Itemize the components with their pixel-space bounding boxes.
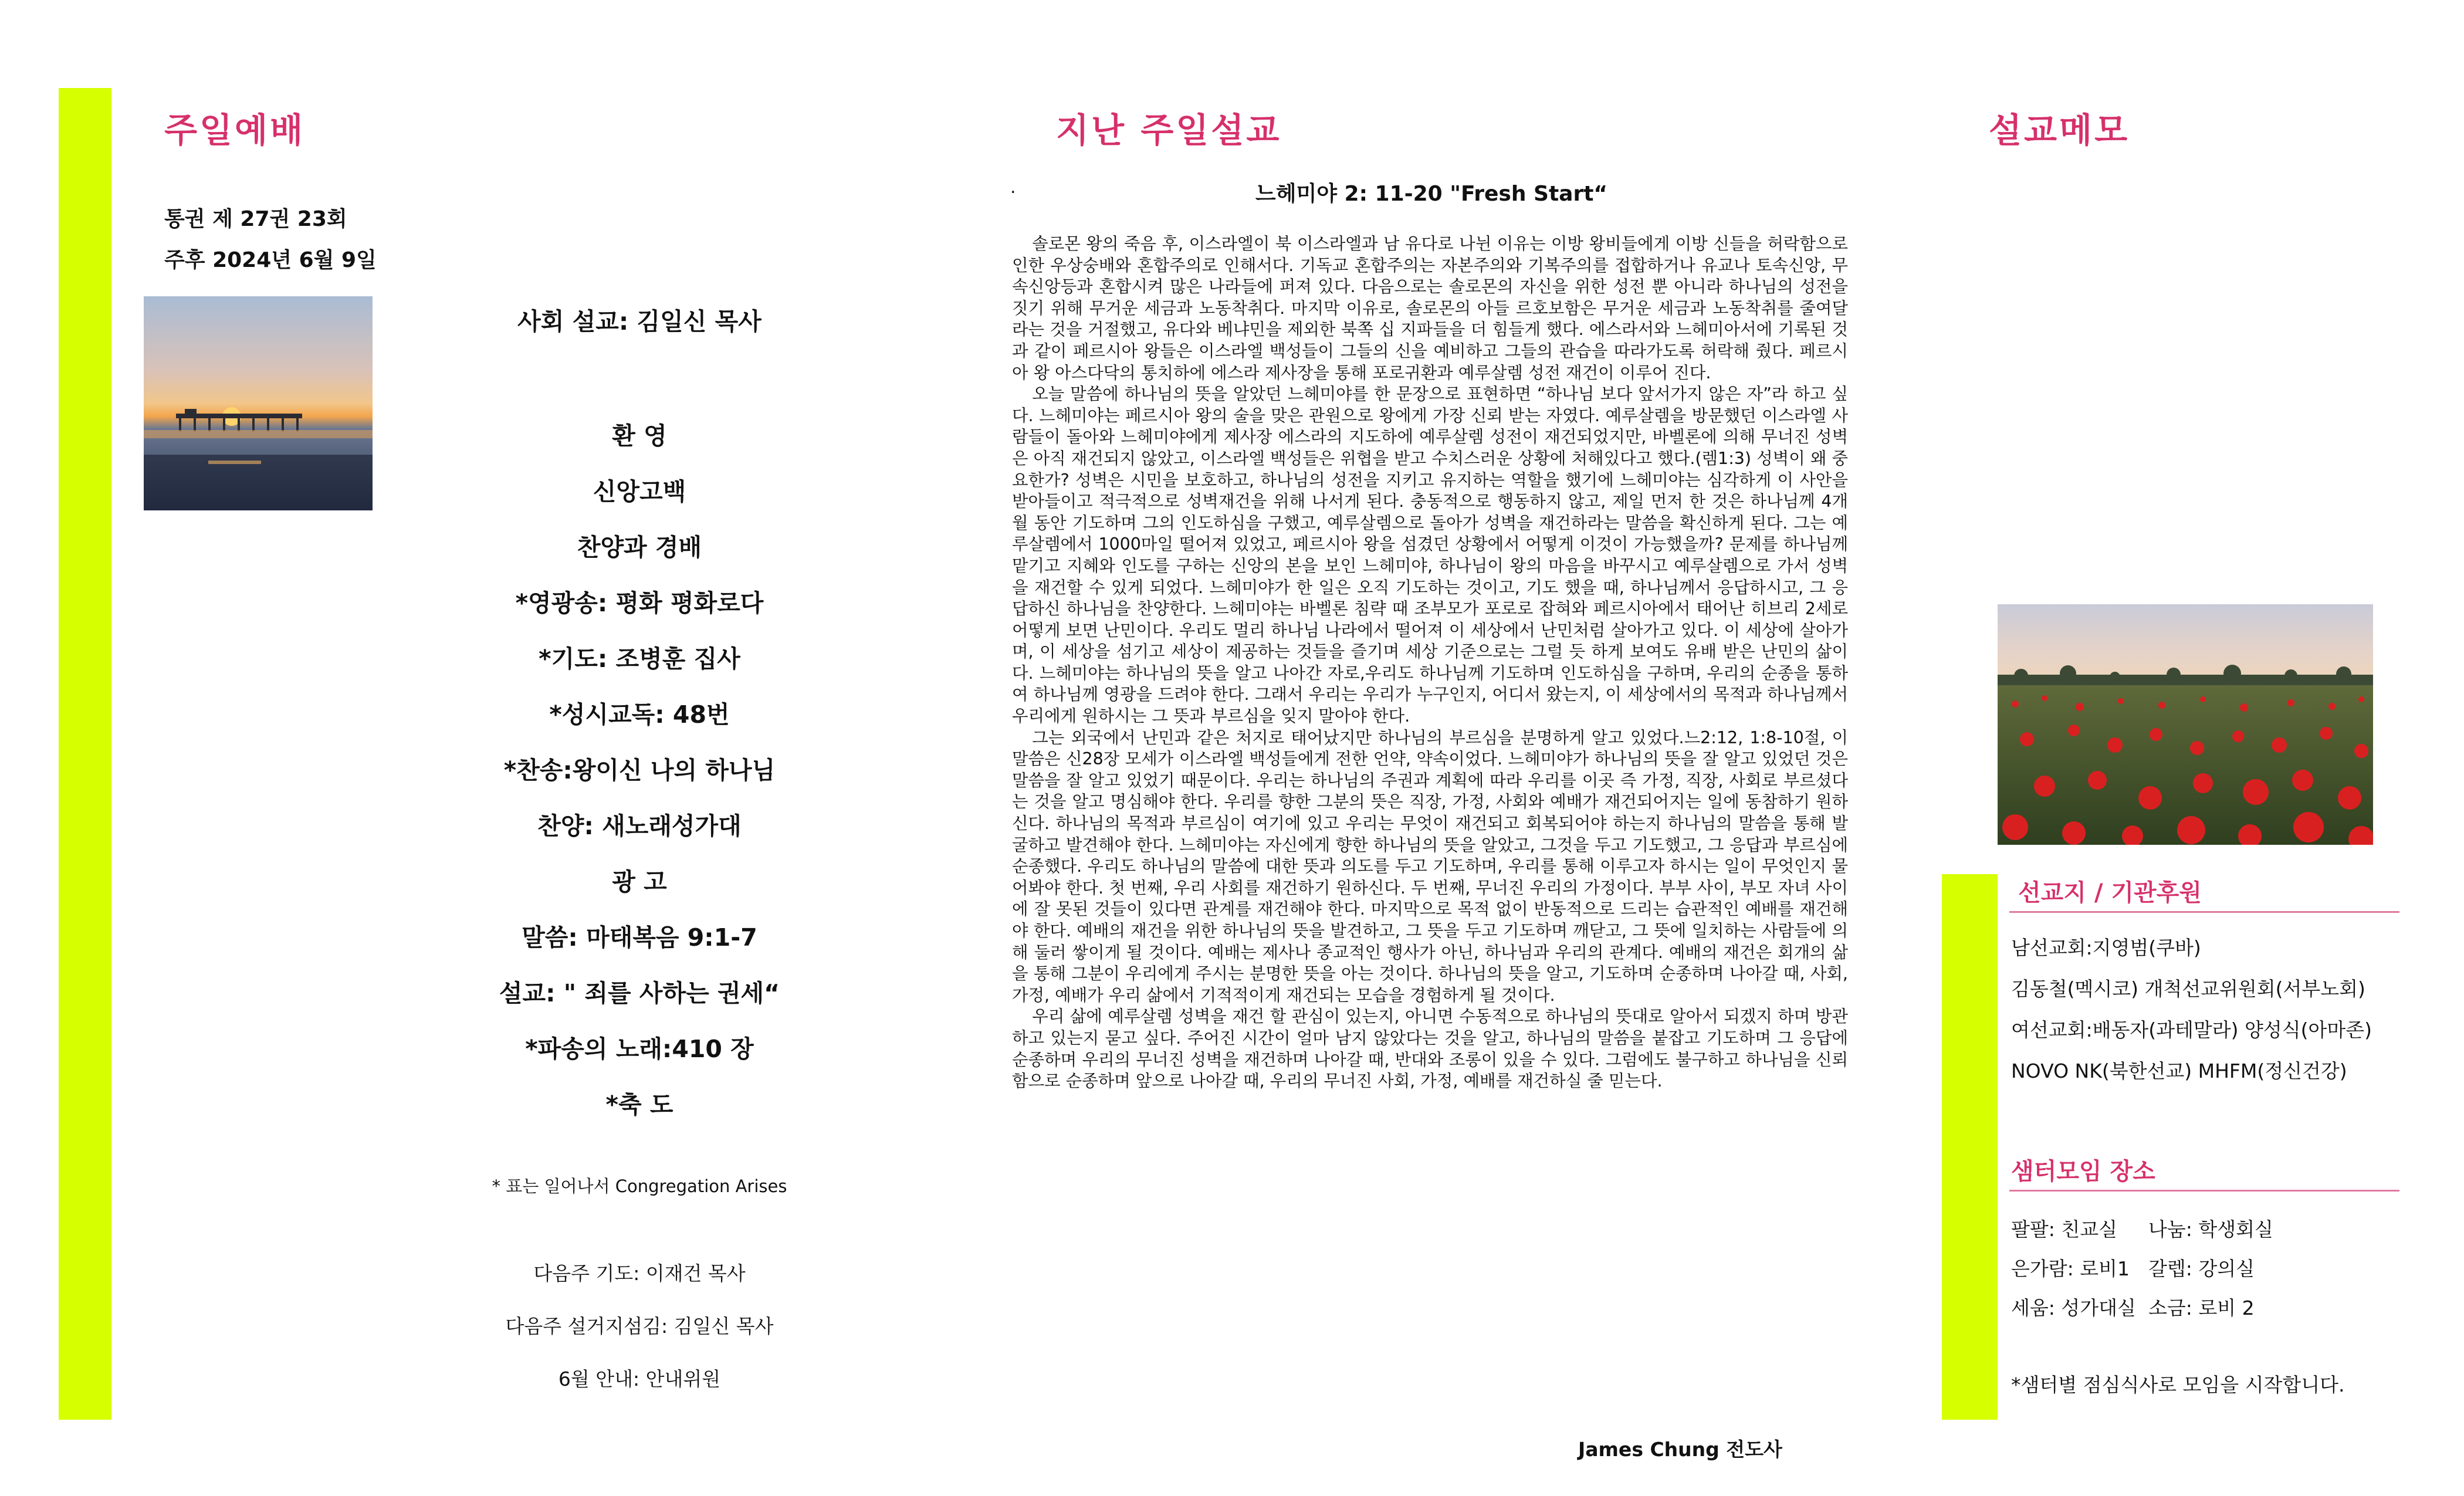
next-dish-service: 다음주 설거지섬김: 김일신 목사	[505, 1315, 774, 1338]
next-prayer: 다음주 기도: 이재건 목사	[533, 1262, 746, 1285]
june-guide: 6월 안내: 안내위원	[558, 1368, 721, 1390]
group-location: 소금: 로비 2	[2148, 1297, 2255, 1319]
order-item-hymn: *찬송:왕이신 나의 하나님	[503, 756, 776, 784]
sunset-pier-image	[144, 296, 373, 510]
order-item-prayer: *기도: 조병훈 집사	[539, 645, 740, 673]
accent-bar-left	[59, 88, 111, 1420]
rise-note: * 표는 일어나서 Congregation Arises	[492, 1176, 787, 1196]
order-item-praise: 찬양과 경배	[577, 533, 702, 561]
poppy-field-photo	[1998, 604, 2373, 845]
accent-bar-right	[1942, 874, 1998, 1420]
page-title-worship: 주일예배	[164, 110, 306, 150]
order-item-gloria: *영광송: 평화 평화로다	[515, 589, 764, 617]
groups-heading: 샘터모임 장소	[2011, 1158, 2155, 1185]
sermon-dot: .	[1010, 177, 1016, 198]
volume-number: 통권 제 27권 23회	[164, 207, 347, 231]
order-item-scripture: 말씀: 마태복음 9:1-7	[522, 923, 757, 952]
page-title-memo: 설교메모	[1989, 110, 2130, 150]
groups-divider	[2009, 1190, 2399, 1192]
order-item-sending-song: *파송의 노래:410 장	[525, 1035, 754, 1063]
sermon-paragraph: 그는 외국에서 난민과 같은 처지로 태어났지만 하나님의 부르심을 분명하게 알고 있었다.느2:12, 1:8-10절, 이 말씀은 신28장 모세가 이스라엘 백성들에게 전한 언약, 약속이었다. 느헤미야가 하나님의 뜻을 잘 알고 있었던 것은 말씀을 잘 알고 있었기 때문이다. 우리는 하나님의 주권과 계획에 따라 우리를 이곳 즉 가정, 직장, 사회로 부르셨다는 것을 알고 명심해야 한다. 우리를 향한 그분의 뜻은 직장, 가정, 사회와 예배가 재건되어지는 일에 동참하기 원하신다. 하나님의 목적과 부르심이 여기에 있고 우리는 무엇이 재건되고 회복되어야 하는지 하나님의 말씀을 통해 발굴하고 발견해야 한다. 느헤미야는 자신에게 향한 하나님의 뜻을 알았고, 그것을 두고 기도했고, 그 응답과 부르심에 순종했다. 우리도 하나님의 말씀에 대한 뜻과 의도를 두고 기도하며, 우리를 통해 이루고자 하시는 일이 무엇인지 물어봐야 한다. 첫 번째, 우리 사회를 재건하기 원하신다. 두 번째, 무너진 우리의 가정이다. 부부 사이, 부모 자녀 사이에 잘 못된 것들이 있다면 관계를 재건해야 한다. 마지막으로 목적 없이 반동적으로 드리는 습관적인 예배를 재건해야 한다. 예배의 재건을 위한 하나님의 뜻을 발견하고, 그 뜻을 두고 기도하며 깨닫고, 그 뜻에 일치하는 사람들에 의해 둘러 쌓이게 될 것이다. 예배는 제사나 종교적인 행사가 아닌, 하나님과 우리의 관계다. 예배의 재건은 회개의 삶을 통해 그분이 우리에게 주시는 분명한 뜻을 아는 것이다. 하나님의 뜻을 알고, 기도하며 순종하며 나아갈 때, 사회, 가정, 예배가 우리 삶에서 기적적이게 재건되는 모습을 경험하게 될 것이다.	[1012, 727, 1848, 1005]
group-location: 나눔: 학생회실	[2148, 1218, 2273, 1241]
missions-divider	[2009, 911, 2399, 913]
sermon-title: 느헤미야 2: 11-20 "Fresh Start“	[1255, 182, 1608, 206]
order-item-announcements: 광 고	[612, 868, 667, 896]
order-item-benediction: *축 도	[605, 1091, 673, 1119]
service-leader: 사회 설교: 김일신 목사	[517, 307, 761, 336]
sermon-signature: James Chung 전도사	[1578, 1438, 1782, 1461]
mission-item: 김동철(멕시코) 개척선교위원회(서부노회)	[2011, 977, 2365, 1000]
mission-item: 여선교회:배동자(과테말라) 양성식(아마존)	[2011, 1018, 2372, 1041]
group-location: 은가람: 로비1	[2011, 1257, 2130, 1280]
poppy-field-image	[1998, 604, 2373, 845]
sermon-paragraph: 우리 삶에 예루살렘 성벽을 재건 할 관심이 있는지, 아니면 수동적으로 하나님의 뜻대로 알아서 되겠지 하며 방관하고 있는지 묻고 싶다. 주어진 시간이 얼마 남지 않았다는 것을 알고, 하나님의 말씀을 붙잡고 기도하며 그 응답에 순종하며 우리의 무너진 성벽을 재건하며 나아갈 때, 반대와 조롱이 있을 수 있다. 그럼에도 불구하고 하나님을 신뢰함으로 순종하며 앞으로 나아갈 때, 우리의 무너진 사회, 가정, 예배를 재건하실 줄 믿는다.	[1012, 1007, 1848, 1091]
sermon-paragraph: 솔로몬 왕의 죽음 후, 이스라엘이 북 이스라엘과 남 유다로 나뉜 이유는 이방 왕비들에게 이방 신들을 허락함으로 인한 우상숭배와 혼합주의로 인해서다. 기독교 혼합주의는 자본주의와 기복주의를 접합하거나 유교나 토속신앙, 무속신앙등과 혼합시켜 많은 나라들에 퍼져 있다. 다음으로는 솔로몬의 자신을 위한 성전 뿐 아니라 하나님의 성전을 짓기 위해 무거운 세금과 노동착취다. 마지막 이유로, 솔로몬의 아들 르호보함은 무거운 세금과 노동착취를 줄여달라는 것을 거절했고, 유다와 베냐민을 제외한 북쪽 십 지파들을 더 힘들게 했다. 에스라서와 느헤미아서에 기록된 것과 같이 페르시아 왕들은 이스라엘 백성들이 그들의 신을 예비하고 그들의 관습을 따라가도록 허락해 줬다. 페르시아 왕 아스다닥의 통치하에 에스라 제사장을 통해 포로귀환과 예루살렘 성전 재건이 이루어 진다.	[1012, 234, 1848, 383]
order-item-choir: 찬양: 새노래성가대	[537, 812, 742, 840]
order-item-sermon: 설교: " 죄를 사하는 권세“	[499, 979, 780, 1007]
page-title-sermon: 지난 주일설교	[1056, 110, 1282, 150]
sunset-pier-photo	[144, 296, 373, 510]
group-location: 세움: 성가대실	[2011, 1297, 2136, 1319]
group-location: 갈렙: 강의실	[2148, 1257, 2255, 1280]
missions-heading: 선교지 / 기관후원	[2018, 879, 2202, 906]
group-location: 팔팔: 친교실	[2011, 1218, 2117, 1241]
order-item-responsive-reading: *성시교독: 48번	[549, 700, 730, 729]
mission-item: NOVO NK(북한선교) MHFM(정신건강)	[2011, 1060, 2347, 1082]
mission-item: 남선교회:지영범(쿠바)	[2011, 936, 2201, 959]
groups-note: *샘터별 점심식사로 모임을 시작합니다.	[2011, 1373, 2345, 1396]
order-item-creed: 신앙고백	[593, 478, 686, 506]
sermon-paragraph: 오늘 말씀에 하나님의 뜻을 알았던 느헤미야를 한 문장으로 표현하면 “하나님 보다 앞서가지 않은 자”라 하고 싶다. 느헤미야는 페르시아 왕의 술을 맞은 관원으로 왕에게 가장 신뢰 받는 자였다. 예루살렘을 방문했던 이스라엘 사람들이 돌아와 느헤미야에게 제사장 에스라의 지도하에 예루살렘 성전이 재건되었지만, 바벨론에 의해 무너진 성벽은 아직 재건되지 않았고, 이스라엘 백성들은 위협을 받고 수치스러운 상황에 처해있다고 했다.(렘1:3) 성벽이 왜 중요한가? 성벽은 시민을 보호하고, 하나님의 성전을 지키고 유지하는 역할을 했기에 느헤미야는 심각하게 이 사안을 받아들이고 적극적으로 성벽재건을 위해 나서게 된다. 충동적으로 행동하지 않고, 제일 먼저 한 것은 하나님께 4개월 동안 기도하며 그의 인도하심을 구했고, 예루살렘으로 돌아가 성벽을 재건하라는 말씀을 확신하게 된다. 그는 예루살렘에서 1000마일 떨어져 있었고, 페르시아 왕을 섬겼던 상황에서 어떻게 이것이 가능했을까? 문제를 하나님께 맡기고 지혜와 인도를 구하는 신앙의 본을 보인 느헤미야, 하나님이 왕의 마음을 바꾸시고 예루살렘으로 가서 성벽을 재건할 수 있게 되었다. 느헤미야가 한 일은 오직 기도하는 것이고, 기도 했을 때, 하나님께서 응답하시고, 그 응답하신 하나님을 찬양한다. 느헤미야는 바벨론 침략 때 조부모가 포로로 잡혀와 페르시아에서 태어난 히브리 2세로 어떻게 보면 난민이다. 우리도 멀리 하나님 나라에서 떨어져 이 세상에서 난민처럼 살아가고 있다. 이 세상에 살아가며, 이 세상을 섬기고 세상이 제공하는 것들을 즐기며 세상 기준으로는 그럴 듯 하게 보여도 유배 받은 난민의 삶이다. 느헤미야는 하나님의 뜻을 알고 나아간 자로,우리도 하나님께 기도하며 인도하심을 구하며, 우리의 순종을 통하여 하나님께 영광을 드려야 한다. 그래서 우리는 우리가 누구인지, 어디서 왔는지, 이 세상에서의 목적과 하나님께서 우리에게 원하시는 그 뜻과 부르심을 잊지 말아야 한다.	[1012, 384, 1848, 726]
sermon-body	[1012, 233, 1848, 1092]
order-item-welcome: 환 영	[612, 422, 667, 450]
worship-date: 주후 2024년 6월 9일	[164, 248, 377, 272]
